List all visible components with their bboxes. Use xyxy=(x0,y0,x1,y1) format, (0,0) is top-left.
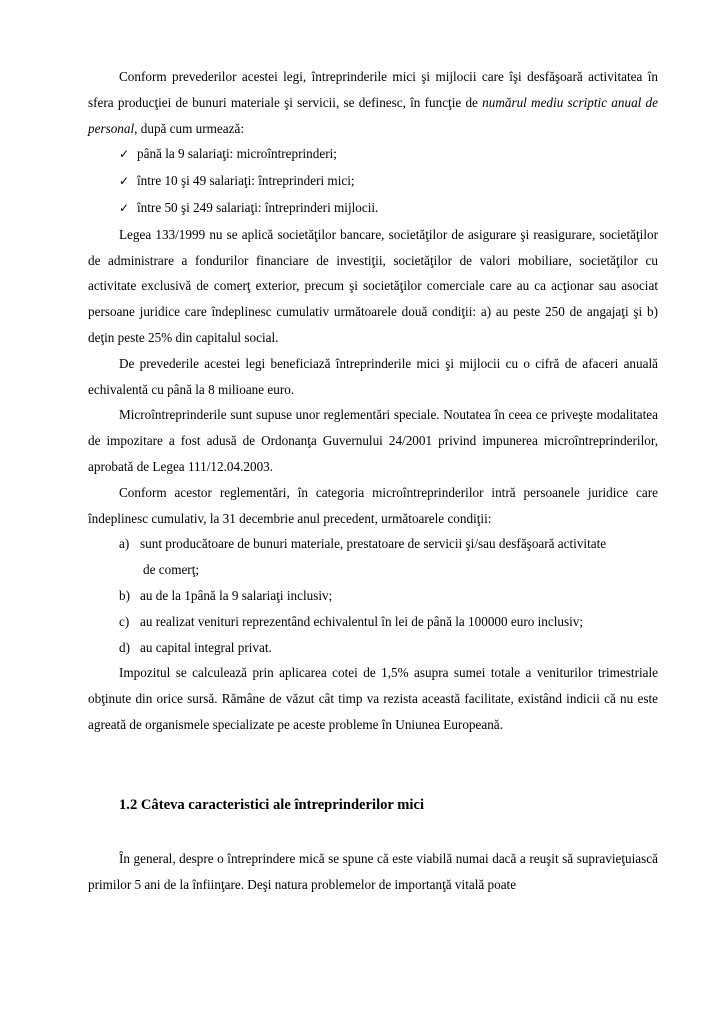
paragraph-micro-regulations: Microîntreprinderile sunt supuse unor reglementări speciale. Noutatea în ceea ce priveşte modalitatea de impozitare a fost adusă de Ordonanţa Guvernului 24/2001 privind impunerea microîntreprinderilor, aprobată de Legea 111/12.04.2003. xyxy=(88,407,658,474)
condition-text: sunt producătoare de bunuri materiale, prestatoare de servicii şi/sau desfăşoară activitate xyxy=(140,536,607,552)
checkmark-icon: ✓ xyxy=(119,147,130,162)
checkmark-icon: ✓ xyxy=(119,174,130,189)
paragraph-definition xyxy=(88,64,658,141)
condition-marker: b) xyxy=(119,587,130,603)
page-content xyxy=(88,64,658,897)
emphasized-term: numărul mediu scriptic anual de personal xyxy=(88,94,658,136)
list-item-text: între 10 şi 49 salariaţi: întreprinderi mici; xyxy=(137,173,355,189)
condition-text-continued: de comerţ; xyxy=(143,562,200,578)
list-item-text: până la 9 salariaţi: microîntreprinderi; xyxy=(137,146,337,162)
section-heading: 1.2 Câteva caracteristici ale întreprinderilor mici xyxy=(119,796,425,813)
condition-marker: c) xyxy=(119,613,130,629)
condition-item xyxy=(88,635,658,661)
condition-item xyxy=(88,583,658,609)
list-item xyxy=(88,195,658,222)
condition-marker: d) xyxy=(119,639,130,655)
list-item xyxy=(88,168,658,195)
condition-text: au de la 1până la 9 salariaţi inclusiv; xyxy=(140,587,333,603)
paragraph-tax-rate: Impozitul se calculează prin aplicarea cotei de 1,5% asupra sumei totale a veniturilor trimestriale obţinute din orice sursă. Rămâne de văzut cât timp va rezista această facilitate, existând indicii că nu este agreată de organismele specializate pe aceste probleme în Uniunea Europeană. xyxy=(88,665,658,732)
condition-item xyxy=(88,609,658,635)
size-category-list xyxy=(88,141,658,221)
spacer xyxy=(88,738,658,793)
condition-text: au capital integral privat. xyxy=(140,639,272,655)
paragraph-conditions-intro: Conform acestor reglementări, în categoria microîntreprinderilor intră persoanele juridice care îndeplinesc cumulativ, la 31 decembrie anul precedent, următoarele condiţii: xyxy=(88,484,658,526)
list-item xyxy=(88,141,658,168)
spacer xyxy=(88,818,658,846)
condition-text: au realizat venituri reprezentând echivalentul în lei de până la 100000 euro inclusiv; xyxy=(140,613,584,629)
paragraph-law-exclusions: Legea 133/1999 nu se aplică societăţilor bancare, societăţilor de asigurare şi reasigurare, societăţilor de administrare a fondurilor financiare de investiţii, societăţilor de valori mobiliare, societăţilor cu activitate exclusivă de comerţ exterior, precum şi societăţilor comerciale care au ca acţionar sau asociat persoane juridice care îndeplinesc cumulativ următoarele două condiţii: a) au peste 250 de angajaţi şi b) deţin peste 25% din capitalul social. xyxy=(88,226,658,345)
paragraph-text: Conform prevederilor acestei legi, întreprinderile mici şi mijlocii care îşi desfăşoară activitatea în sfera producţiei de bunuri materiale şi servicii, se definesc, în funcţie de xyxy=(88,69,658,110)
condition-marker: a) xyxy=(119,536,130,552)
paragraph-beneficiaries: De prevederile acestei legi beneficiază întreprinderile mici şi mijlocii cu o cifră de afaceri anuală echivalentă cu până la 8 milioane euro. xyxy=(88,355,658,397)
paragraph-viability: În general, despre o întreprindere mică se spune că este viabilă numai dacă a reuşit să supravieţuiască primilor 5 ani de la înfiinţare. Deşi natura problemelor de importanţă vitală poate xyxy=(88,850,658,892)
paragraph-text: , după cum urmează: xyxy=(134,120,245,136)
list-item-text: între 50 şi 249 salariaţi: întreprinderi mijlocii. xyxy=(137,199,379,215)
condition-item xyxy=(88,531,658,583)
checkmark-icon: ✓ xyxy=(119,200,130,215)
conditions-list xyxy=(88,531,658,660)
